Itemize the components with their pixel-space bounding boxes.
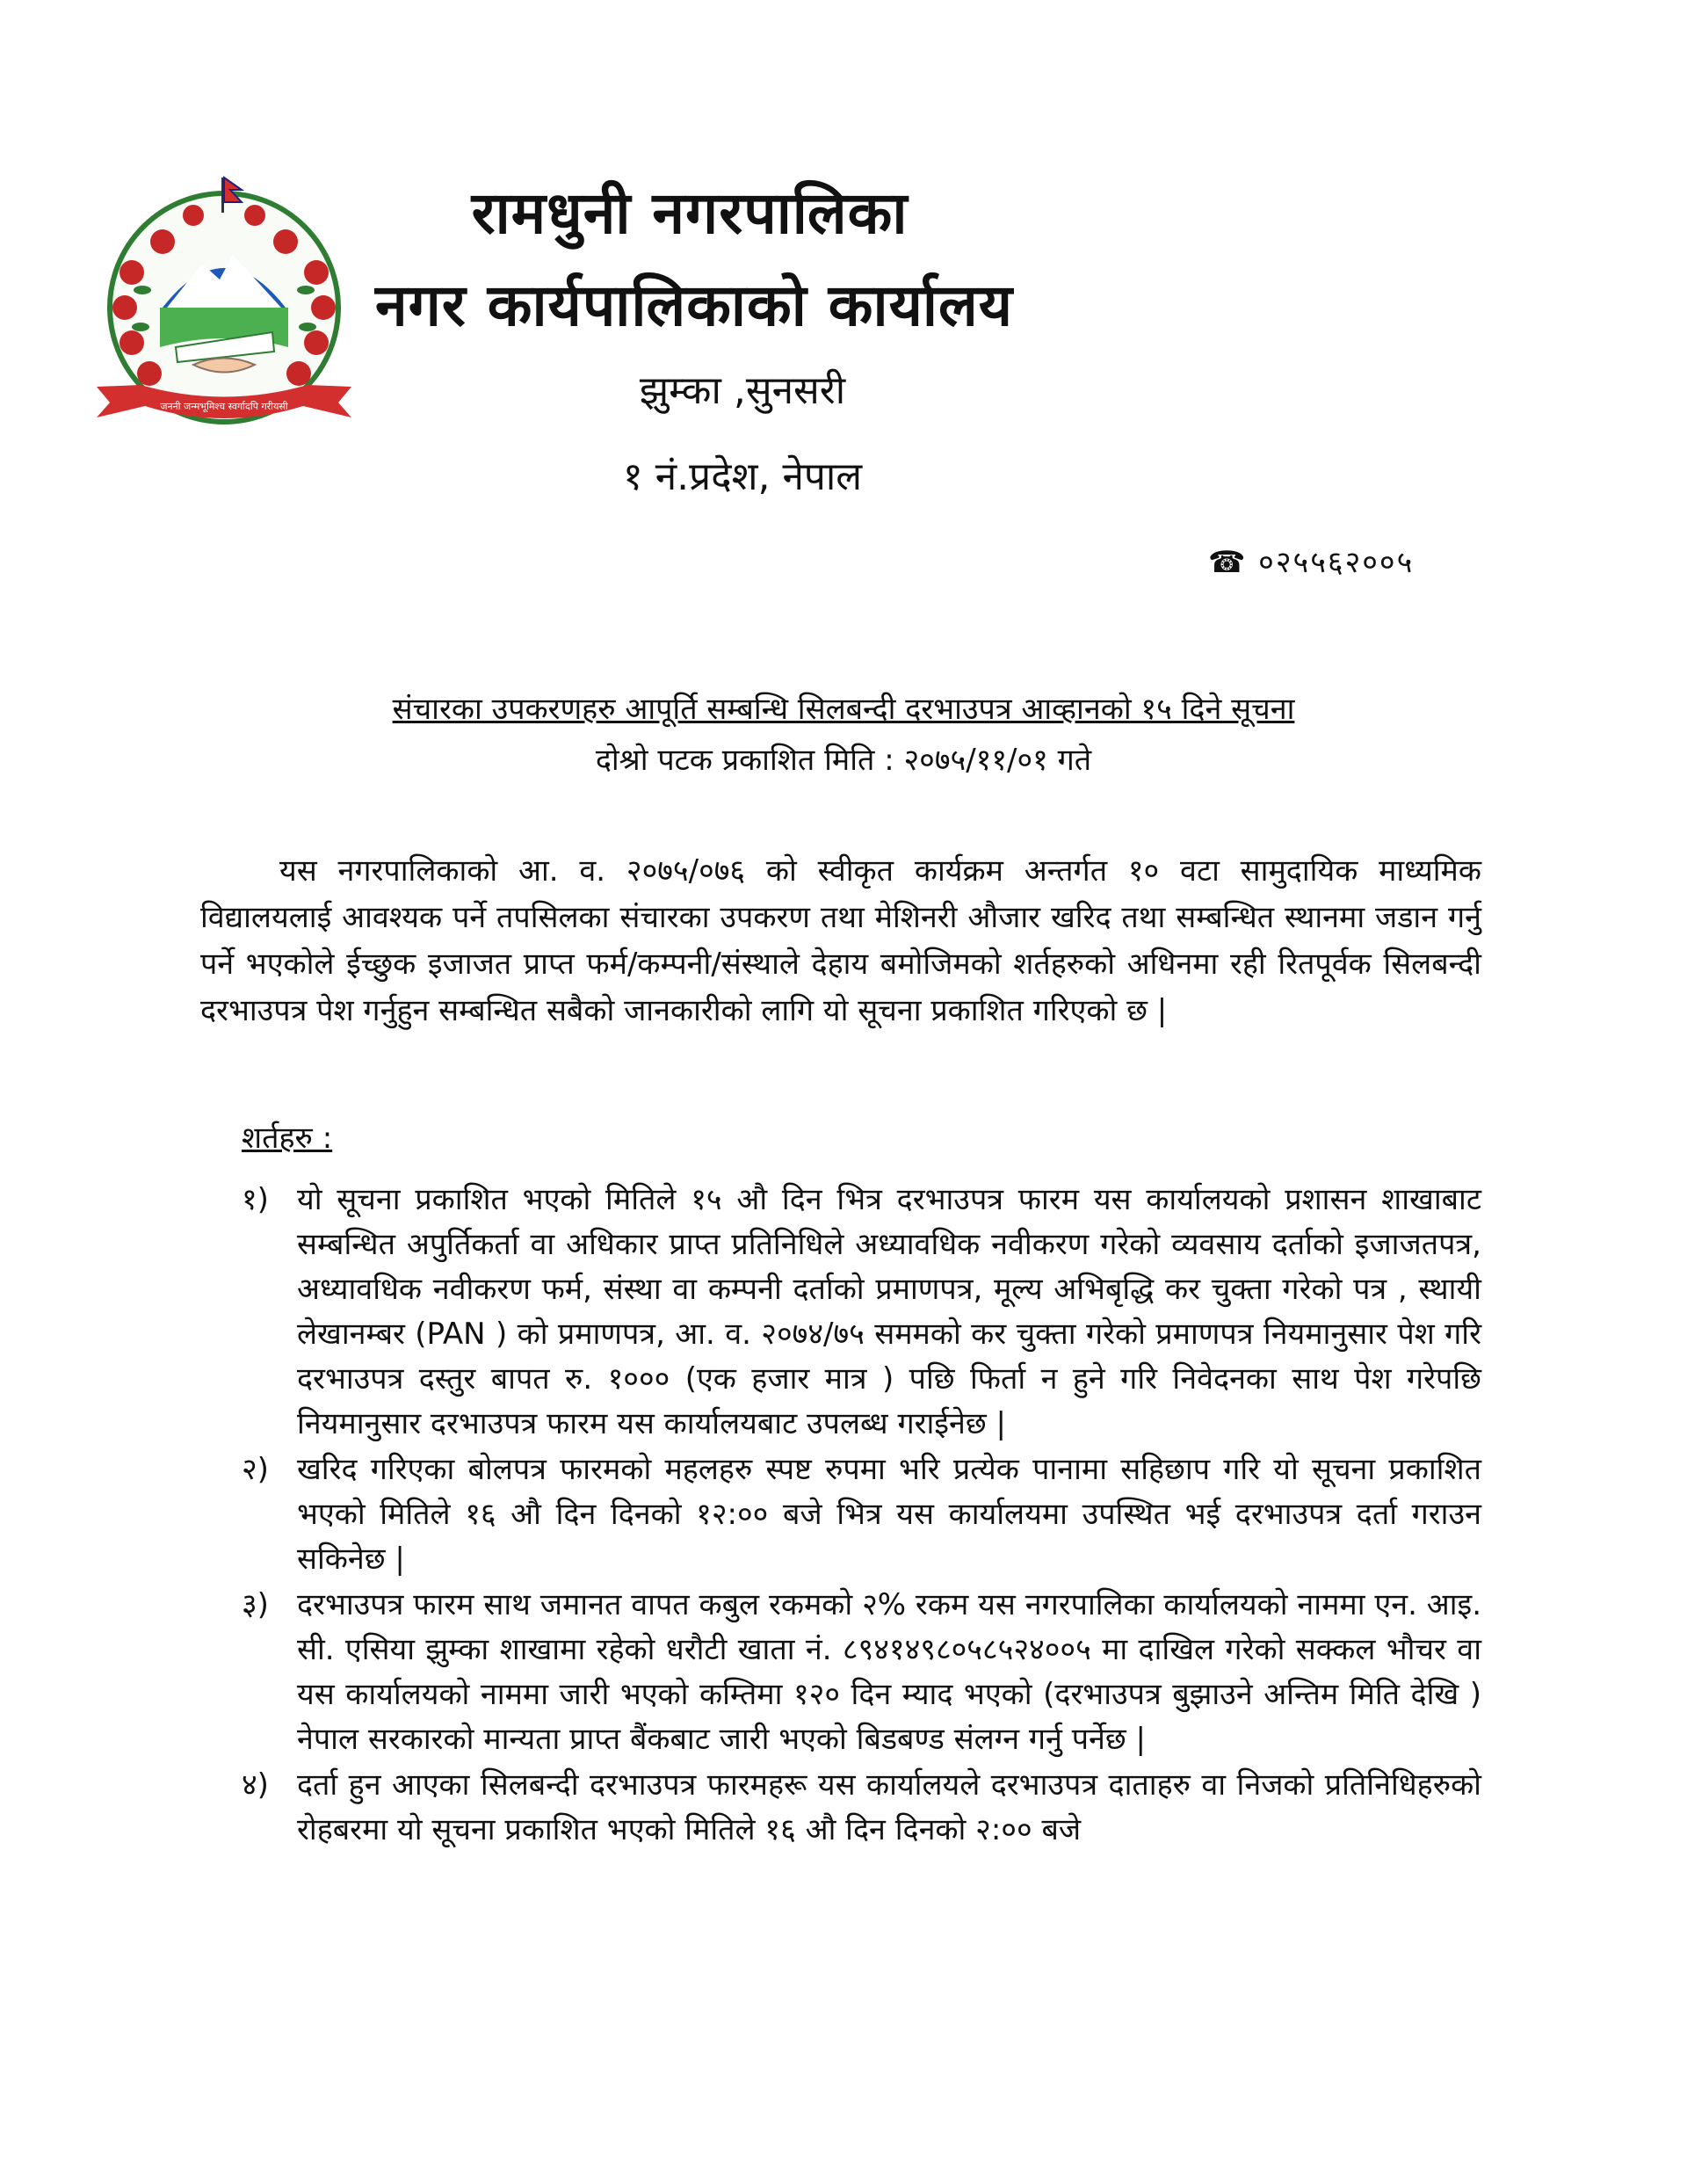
location-line: झुम्का ,सुनसरी [639, 368, 846, 413]
list-item [242, 1583, 1481, 1762]
phone-contact [1208, 541, 1414, 581]
item-number: १) [242, 1182, 269, 1217]
item-number: ३) [242, 1587, 269, 1622]
item-text: दर्ता हुन आएका सिलबन्दी दरभाउपत्र फारमहरू यस कार्यालयले दरभाउपत्र दाताहरु वा निजको प्रतिनिधिहरुको रोहबरमा यो सूचना प्रकाशित भएको मितिले १६ औ दिन दिनको २:०० बजे [297, 1767, 1481, 1847]
conditions-list [242, 1178, 1481, 1854]
item-number: २) [242, 1452, 269, 1487]
province-line: १ नं.प्रदेश, नेपाल [622, 454, 863, 499]
item-number: ४) [242, 1767, 269, 1803]
item-text: खरिद गरिएका बोलपत्र फारमको महलहरु स्पष्ट रुपमा भरि प्रत्येक पानामा सहिछाप गरि यो सूचना प्रकाशित भएको मितिले १६ औ दिन दिनको १२:०० बजे भित्र यस कार्यालयमा उपस्थित भई दरभाउपत्र दर्ता गराउन सकिनेछ | [297, 1452, 1481, 1577]
telephone-icon: ☎ [1208, 545, 1248, 580]
notice-date: दोश्रो पटक प्रकाशित मिति : २०७५/११/०१ गते [595, 743, 1092, 778]
municipality-title: रामधुनी नगरपालिका [471, 179, 909, 247]
notice-title: संचारका उपकरणहरु आपूर्ति सम्बन्धि सिलबन्दी दरभाउपत्र आव्हानको १५ दिने सूचना [392, 692, 1295, 727]
office-title: नगर कार्यपालिकाको कार्यालय [375, 272, 1013, 339]
item-text: दरभाउपत्र फारम साथ जमानत वापत कबुल रकमको २% रकम यस नगरपालिका कार्यालयको नाममा एन. आइ. सी. एसिया झुम्का शाखामा रहेको धरौटी खाता नं. ८९४१४९८०५८५२४००५ मा दाखिल गरेको सक्कल भौचर वा यस कार्यालयको नाममा जारी भएको कम्तिमा १२० दिन म्याद भएको (दरभाउपत्र बुझाउने अन्तिम मिति देखि ) नेपाल सरकारको मान्यता प्राप्त बैंकबाट जारी भएको बिडबण्ड संलग्न गर्नु पर्नेछ | [297, 1587, 1481, 1757]
phone-number: ०२५५६२००५ [1258, 545, 1415, 580]
conditions-heading: शर्तहरु : [242, 1121, 333, 1156]
intro-paragraph: यस नगरपालिकाको आ. व. २०७५/०७६ को स्वीकृत कार्यक्रम अन्तर्गत १० वटा सामुदायिक माध्यमिक विद्यालयलाई आवश्यक पर्ने तपसिलका संचारका उपकरण तथा मेशिनरी औजार खरिद तथा सम्बन्धित स्थानमा जडान गर्नु पर्ने भएकोले ईच्छुक इजाजत प्राप्त फर्म/कम्पनी/संस्थाले देहाय बमोजिमको शर्तहरुको अधिनमा रही रितपूर्वक सिलबन्दी दरभाउपत्र पेश गर्नुहुन सम्बन्धित सबैको जानकारीको लागि यो सूचना प्रकाशित गरिएको छ | [200, 853, 1481, 1028]
list-item [242, 1763, 1481, 1853]
emblem-motto: जननी जन्मभूमिश्च स्वर्गादपि गरीयसी [160, 401, 288, 412]
item-text: यो सूचना प्रकाशित भएको मितिले १५ औ दिन भित्र दरभाउपत्र फारम यस कार्यालयको प्रशासन शाखाबाट सम्बन्धित अपुर्तिकर्ता वा अधिकार प्राप्त प्रतिनिधिले अध्यावधिक नवीकरण गरेको व्यवसाय दर्ताको इजाजतपत्र, अध्यावधिक नवीकरण फर्म, संस्था वा कम्पनी दर्ताको प्रमाणपत्र, मूल्य अभिबृद्धि कर चुक्ता गरेको पत्र , स्थायी लेखानम्बर (PAN ) को प्रमाणपत्र, आ. व. २०७४/७५ सममको कर चुक्ता गरेको प्रमाणपत्र नियमानुसार पेश गरि दरभाउपत्र दस्तुर बापत रु. १००० (एक हजार मात्र ) पछि फिर्ता न हुने गरि निवेदनका साथ पेश गरेपछि नियमानुसार दरभाउपत्र फारम यस कार्यालयबाट उपलब्ध गराईनेछ | [297, 1182, 1481, 1441]
list-item [242, 1178, 1481, 1447]
list-item [242, 1448, 1481, 1582]
